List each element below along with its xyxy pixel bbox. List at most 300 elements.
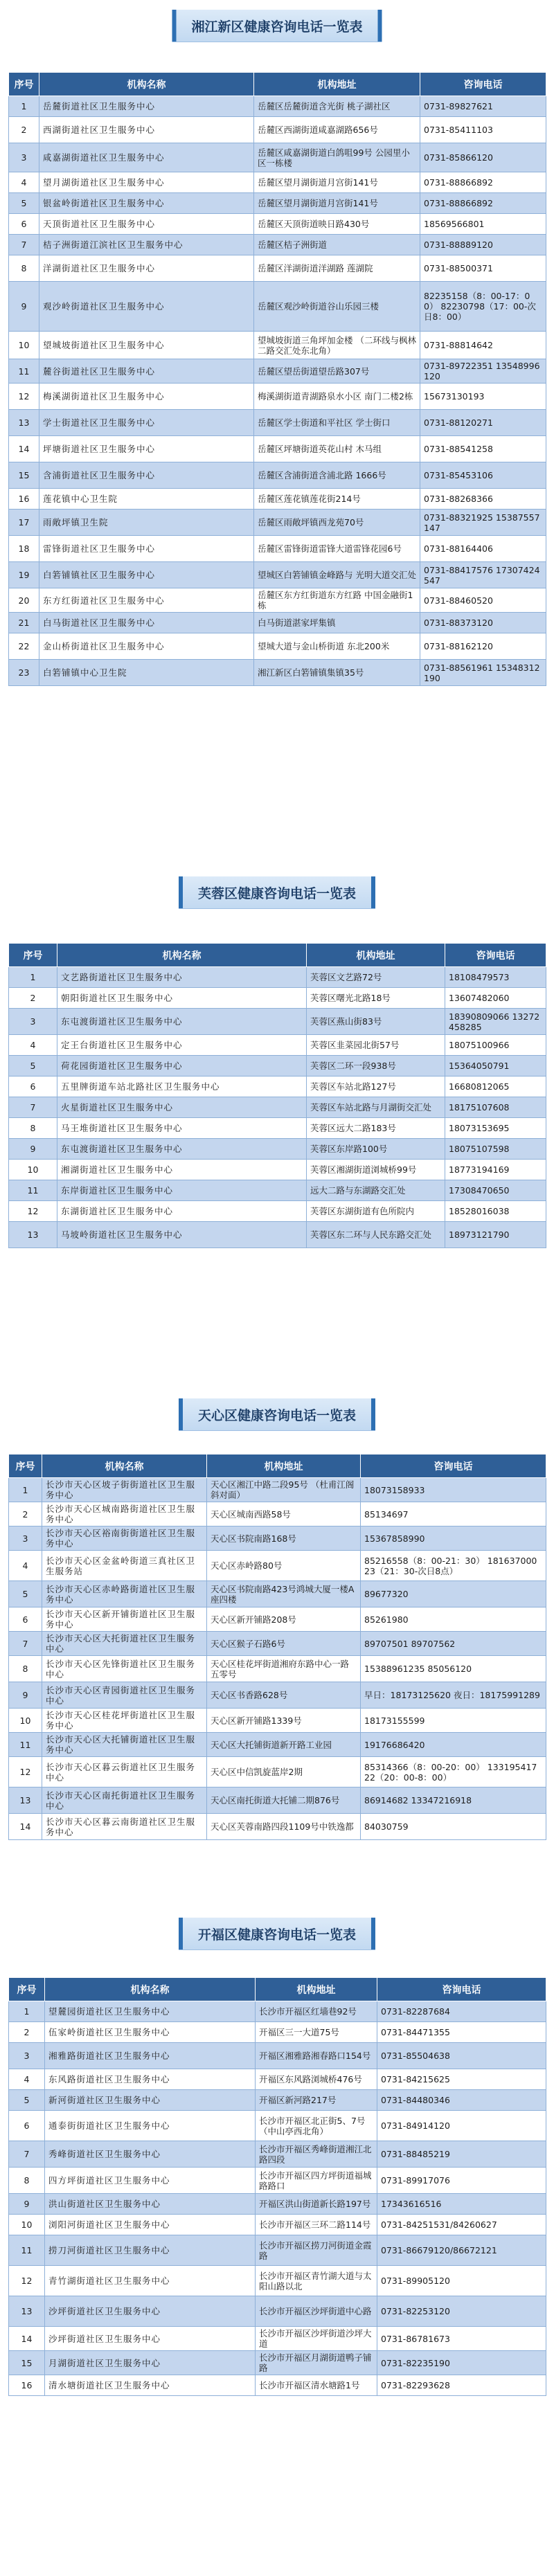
table-row: [9, 2194, 546, 2215]
institution-name: 新河街道社区卫生服务中心: [45, 2090, 256, 2111]
consult-phone: 82235158（8：00-17：00） 82230798（17：00-次日8：00）: [420, 282, 546, 332]
row-number: 7: [9, 1097, 57, 1118]
row-number: 13: [9, 1222, 57, 1248]
row-number: 10: [9, 1709, 42, 1733]
consult-phone: 18390809066 13272458285: [445, 1009, 546, 1035]
table-row: [9, 2351, 546, 2375]
institution-name: 通泰街街道社区卫生服务中心: [45, 2111, 256, 2141]
consult-phone: 15367858990: [361, 1526, 546, 1551]
institution-address: 天心区大托铺街道新开路工业园: [207, 1733, 361, 1757]
consult-phone: 0731-85411103: [420, 117, 546, 143]
table-row: [9, 510, 546, 536]
institution-address: 长沙市开福区青竹湖大道与太阳山路以北: [256, 2266, 377, 2296]
institution-name: 湘雅路街道社区卫生服务中心: [45, 2043, 256, 2069]
row-number: 16: [9, 489, 39, 510]
row-number: 4: [9, 1035, 57, 1056]
row-number: 23: [9, 660, 39, 686]
institution-address: 长沙市开福区北正街5、7号（中山亭西北角）: [256, 2111, 377, 2141]
table-row: [9, 2069, 546, 2090]
institution-name: 马王堆街道社区卫生服务中心: [57, 1118, 307, 1139]
table-row: [9, 1139, 546, 1160]
section-furong: [0, 876, 554, 1240]
institution-address: 长沙市开福区秀峰街道湘江北路四段: [256, 2141, 377, 2168]
table-row: [9, 332, 546, 359]
consult-phone: 18075107598: [445, 1139, 546, 1160]
institution-name: 西湖街道社区卫生服务中心: [39, 117, 254, 143]
institution-name: 望麓园街道社区卫生服务中心: [45, 2001, 256, 2022]
row-number: 6: [9, 1077, 57, 1097]
institution-name: 莲花镇中心卫生院: [39, 489, 254, 510]
table-row: [9, 1814, 546, 1840]
consult-phone: 0731-88460520: [420, 588, 546, 613]
institution-address: 长沙市开福区红墙巷92号: [256, 2001, 377, 2022]
institution-address: 远大二路与东湖路交汇处: [307, 1180, 445, 1201]
table-row: [9, 1077, 546, 1097]
section-title-wrap: [0, 876, 554, 918]
table-row: [9, 1160, 546, 1180]
institution-address: 岳麓区西湖街道咸嘉湖路656号: [254, 117, 420, 143]
table-row: [9, 1551, 546, 1581]
table-row: [9, 2266, 546, 2296]
row-number: 6: [9, 1607, 42, 1632]
consult-phone: 15364050791: [445, 1056, 546, 1077]
table-row: [9, 96, 546, 117]
consult-phone: 18173155599: [361, 1709, 546, 1733]
institution-name: 东岸街道社区卫生服务中心: [57, 1180, 307, 1201]
section-title: 湘江新区健康咨询电话一览表: [172, 10, 382, 42]
row-number: 12: [9, 384, 39, 410]
consult-phone: 0731-85504638: [377, 2043, 546, 2069]
row-number: 10: [9, 1160, 57, 1180]
institution-name: 长沙市天心区赤岭路街道社区卫生服务中心: [42, 1581, 207, 1607]
consult-phone: 0731-89905120: [377, 2266, 546, 2296]
section-title: 天心区健康咨询电话一览表: [179, 1398, 375, 1430]
consult-phone: 0731-86679120/86672121: [377, 2235, 546, 2266]
institution-address: 开福区三一大道75号: [256, 2022, 377, 2043]
institution-address: 望城坡街道三角坪加金楼 （二环线与枫林二路交汇处东北角）: [254, 332, 420, 359]
consult-phone: 0731-85453106: [420, 462, 546, 489]
institution-address: 芙蓉区曙光北路18号: [307, 988, 445, 1009]
row-number: 8: [9, 255, 39, 282]
institution-address: 天心区书院南路423号鸿城大厦一楼A座四楼: [207, 1581, 361, 1607]
institution-address: 梅溪湖街道青湖路泉水小区 南门二楼2栋: [254, 384, 420, 410]
row-number: 12: [9, 2266, 45, 2296]
consult-phone: 0731-84471355: [377, 2022, 546, 2043]
consult-phone: 16680812065: [445, 1077, 546, 1097]
institution-address: 岳麓区东方红街道东方红路 中国金融街1栋: [254, 588, 420, 613]
consult-phone: 0731-82235190: [377, 2351, 546, 2375]
table-xiangjiang: [8, 72, 546, 686]
institution-name: 伍家岭街道社区卫生服务中心: [45, 2022, 256, 2043]
table-row: [9, 2090, 546, 2111]
institution-name: 浏阳河街道社区卫生服务中心: [45, 2215, 256, 2235]
row-number: 13: [9, 1787, 42, 1814]
institution-address: 芙蓉区东湖街道有色所院内: [307, 1201, 445, 1222]
institution-name: 天顶街道社区卫生服务中心: [39, 214, 254, 235]
table-row: [9, 1056, 546, 1077]
table-row: [9, 172, 546, 193]
section-title: 芙蓉区健康咨询电话一览表: [179, 876, 375, 908]
institution-address: 长沙市开福区沙坪街道中心路: [256, 2296, 377, 2327]
institution-address: 天心区湘江中路二段95号 （杜甫江阁斜对面）: [207, 1478, 361, 1502]
consult-phone: 0731-85866120: [420, 143, 546, 172]
consult-phone: 85261980: [361, 1607, 546, 1632]
row-number: 14: [9, 1814, 42, 1840]
institution-name: 清水塘街道社区卫生服务中心: [45, 2375, 256, 2396]
header-name: 机构名称: [42, 1454, 207, 1478]
table-row: [9, 536, 546, 562]
header-phone: 咨询电话: [420, 73, 546, 96]
table-row: [9, 1222, 546, 1248]
institution-name: 沙坪街道社区卫生服务中心: [45, 2327, 256, 2351]
institution-address: 岳麓区观沙岭街道谷山乐园三楼: [254, 282, 420, 332]
institution-name: 银盆岭街道社区卫生服务中心: [39, 193, 254, 214]
consult-phone: 0731-88889120: [420, 235, 546, 255]
institution-name: 长沙市天心区桂花坪街道社区卫生服务中心: [42, 1709, 207, 1733]
institution-address: 长沙市开福区四方坪街道福城路路口: [256, 2168, 377, 2194]
institution-name: 洋湖街道社区卫生服务中心: [39, 255, 254, 282]
table-row: [9, 633, 546, 660]
table-row: [9, 410, 546, 436]
institution-address: 天心区桂花坪街道湘府东路中心一路五零号: [207, 1656, 361, 1682]
header-phone: 咨询电话: [361, 1454, 546, 1478]
consult-phone: 0731-88814642: [420, 332, 546, 359]
consult-phone: 0731-88162120: [420, 633, 546, 660]
institution-address: 长沙市开福区三环二路114号: [256, 2215, 377, 2235]
row-number: 5: [9, 1581, 42, 1607]
institution-name: 长沙市天心区坡子街街道社区卫生服务中心: [42, 1478, 207, 1502]
institution-address: 芙蓉区远大二路183号: [307, 1118, 445, 1139]
institution-name: 望月湖街道社区卫生服务中心: [39, 172, 254, 193]
table-row: [9, 117, 546, 143]
table-row: [9, 1502, 546, 1526]
row-number: 8: [9, 1118, 57, 1139]
row-number: 16: [9, 2375, 45, 2396]
institution-name: 东风路街道社区卫生服务中心: [45, 2069, 256, 2090]
institution-address: 天心区猴子石路6号: [207, 1632, 361, 1656]
institution-address: 岳麓区雷锋街道雷锋大道雷锋花园6号: [254, 536, 420, 562]
consult-phone: 0731-88500371: [420, 255, 546, 282]
table-row: [9, 436, 546, 462]
consult-phone: 0731-86781673: [377, 2327, 546, 2351]
table-row: [9, 1097, 546, 1118]
header-number: 序号: [9, 1454, 42, 1478]
institution-name: 定王台街道社区卫生服务中心: [57, 1035, 307, 1056]
row-number: 20: [9, 588, 39, 613]
institution-name: 青竹湖街道社区卫生服务中心: [45, 2266, 256, 2296]
institution-address: 天心区芙蓉南路四段1109号中铁逸都: [207, 1814, 361, 1840]
institution-name: 雷锋街道社区卫生服务中心: [39, 536, 254, 562]
institution-name: 湘湖街道社区卫生服务中心: [57, 1160, 307, 1180]
institution-name: 长沙市天心区新开铺街道社区卫生服务中心: [42, 1607, 207, 1632]
section-xiangjiang: [0, 10, 554, 683]
consult-phone: 0731-89722351 13548996120: [420, 359, 546, 384]
table-row: [9, 359, 546, 384]
consult-phone: 85314366（8：00-20：00） 13319541722（20：00-8：00）: [361, 1757, 546, 1787]
table-row: [9, 2375, 546, 2396]
institution-name: 月湖街道社区卫生服务中心: [45, 2351, 256, 2375]
consult-phone: 18073158933: [361, 1478, 546, 1502]
institution-address: 岳麓区学士街道和平社区 学士街口: [254, 410, 420, 436]
row-number: 11: [9, 1180, 57, 1201]
institution-address: 岳麓区咸嘉湖街道白鸽咀99号 公园里小区一栋楼: [254, 143, 420, 172]
table-row: [9, 1035, 546, 1056]
header-phone: 咨询电话: [377, 1978, 546, 2001]
institution-address: 望城区白箬铺镇金峰路与 光明大道交汇处: [254, 562, 420, 588]
row-number: 11: [9, 359, 39, 384]
row-number: 4: [9, 2069, 45, 2090]
consult-phone: 0731-84914120: [377, 2111, 546, 2141]
institution-address: 长沙市开福区清水塘路1号: [256, 2375, 377, 2396]
consult-phone: 18973121790: [445, 1222, 546, 1248]
table-row: [9, 1201, 546, 1222]
header-number: 序号: [9, 1978, 45, 2001]
institution-address: 岳麓区望岳街道望岳路307号: [254, 359, 420, 384]
institution-name: 朝阳街道社区卫生服务中心: [57, 988, 307, 1009]
section-title-wrap: [0, 1398, 554, 1440]
table-row: [9, 282, 546, 332]
institution-name: 荷花园街道社区卫生服务中心: [57, 1056, 307, 1077]
table-row: [9, 214, 546, 235]
consult-phone: 18773194169: [445, 1160, 546, 1180]
institution-address: 芙蓉区车站北路与月湖街交汇处: [307, 1097, 445, 1118]
header-number: 序号: [9, 944, 57, 967]
consult-phone: 18528016038: [445, 1201, 546, 1222]
institution-name: 桔子洲街道江滨社区卫生服务中心: [39, 235, 254, 255]
header-address: 机构地址: [254, 73, 420, 96]
table-row: [9, 1526, 546, 1551]
row-number: 14: [9, 2327, 45, 2351]
row-number: 8: [9, 1656, 42, 1682]
institution-address: 岳麓区望月湖街道月宫街141号: [254, 172, 420, 193]
table-row: [9, 193, 546, 214]
institution-name: 学士街道社区卫生服务中心: [39, 410, 254, 436]
institution-address: 岳麓区桔子洲街道: [254, 235, 420, 255]
institution-name: 岳麓街道社区卫生服务中心: [39, 96, 254, 117]
consult-phone: 0731-88373120: [420, 613, 546, 633]
consult-phone: 84030759: [361, 1814, 546, 1840]
section-tianxin: [0, 1398, 554, 1837]
institution-name: 咸嘉湖街道社区卫生服务中心: [39, 143, 254, 172]
row-number: 5: [9, 1056, 57, 1077]
consult-phone: 0731-84215625: [377, 2069, 546, 2090]
institution-address: 天心区书院南路168号: [207, 1526, 361, 1551]
institution-name: 坪塘街道社区卫生服务中心: [39, 436, 254, 462]
section-title-wrap: [0, 10, 554, 51]
institution-name: 长沙市天心区先锋街道社区卫生服务中心: [42, 1656, 207, 1682]
institution-address: 芙蓉区东岸路100号: [307, 1139, 445, 1160]
row-number: 7: [9, 2141, 45, 2168]
institution-name: 长沙市天心区暮云街道社区卫生服务中心: [42, 1757, 207, 1787]
row-number: 9: [9, 2194, 45, 2215]
table-furong: [8, 943, 546, 1248]
institution-name: 白箬铺镇社区卫生服务中心: [39, 562, 254, 588]
institution-address: 天心区新开铺路208号: [207, 1607, 361, 1632]
consult-phone: 85216558（8：00-21：30） 18163700023（21：30-次日8点）: [361, 1551, 546, 1581]
section-title: 开福区健康咨询电话一览表: [179, 1918, 375, 1949]
consult-phone: 85134697: [361, 1502, 546, 1526]
institution-address: 岳麓区天顶街道映日路430号: [254, 214, 420, 235]
institution-address: 岳麓区洋湖街道洋湖路 莲湖院: [254, 255, 420, 282]
institution-address: 开福区洪山街道新长路197号: [256, 2194, 377, 2215]
table-row: [9, 489, 546, 510]
row-number: 1: [9, 1478, 42, 1502]
institution-name: 四方坪街道社区卫生服务中心: [45, 2168, 256, 2194]
table-row: [9, 143, 546, 172]
table-row: [9, 613, 546, 633]
row-number: 2: [9, 117, 39, 143]
institution-name: 观沙岭街道社区卫生服务中心: [39, 282, 254, 332]
institution-address: 岳麓区岳麓街道含光街 桃子湖社区: [254, 96, 420, 117]
table-row: [9, 2043, 546, 2069]
consult-phone: 0731-89917076: [377, 2168, 546, 2194]
row-number: 6: [9, 2111, 45, 2141]
table-row: [9, 2327, 546, 2351]
header-address: 机构地址: [307, 944, 445, 967]
row-number: 3: [9, 1526, 42, 1551]
institution-name: 雨敞坪镇卫生院: [39, 510, 254, 536]
consult-phone: 0731-88866892: [420, 193, 546, 214]
table-row: [9, 2022, 546, 2043]
row-number: 5: [9, 2090, 45, 2111]
table-row: [9, 1757, 546, 1787]
institution-address: 白马街道湛家坪集镇: [254, 613, 420, 633]
table-row: [9, 1787, 546, 1814]
header-number: 序号: [9, 73, 39, 96]
institution-name: 火星街道社区卫生服务中心: [57, 1097, 307, 1118]
institution-name: 东屯渡街道社区卫生服务中心: [57, 1009, 307, 1035]
row-number: 2: [9, 1502, 42, 1526]
institution-address: 天心区中信凯旋蓝岸2期: [207, 1757, 361, 1787]
row-number: 1: [9, 96, 39, 117]
row-number: 5: [9, 193, 39, 214]
institution-name: 长沙市天心区暮云南街道社区卫生服务中心: [42, 1814, 207, 1840]
consult-phone: 18108479573: [445, 967, 546, 988]
institution-address: 长沙市开福区捞刀河街道金霞路: [256, 2235, 377, 2266]
table-row: [9, 1118, 546, 1139]
institution-address: 芙蓉区车站北路127号: [307, 1077, 445, 1097]
section-title-wrap: [0, 1918, 554, 1959]
institution-name: 马坡岭街道社区卫生服务中心: [57, 1222, 307, 1248]
table-tianxin: [8, 1454, 546, 1840]
institution-name: 东方红街道社区卫生服务中心: [39, 588, 254, 613]
consult-phone: 0731-88485219: [377, 2141, 546, 2168]
consult-phone: 86914682 13347216918: [361, 1787, 546, 1814]
consult-phone: 18073153695: [445, 1118, 546, 1139]
consult-phone: 早日：18173125620 夜日：18175991289: [361, 1682, 546, 1709]
table-kaifu: [8, 1977, 546, 2396]
table-row: [9, 462, 546, 489]
table-row: [9, 660, 546, 686]
institution-name: 五里牌街道车站北路社区卫生服务中心: [57, 1077, 307, 1097]
institution-address: 岳麓区含浦街道含浦北路 1666号: [254, 462, 420, 489]
consult-phone: 89707501 89707562: [361, 1632, 546, 1656]
institution-name: 长沙市天心区青园街道社区卫生服务中心: [42, 1682, 207, 1709]
institution-address: 天心区南托街道大托铺二期876号: [207, 1787, 361, 1814]
institution-address: 岳麓区坪塘街道英花山村 木马组: [254, 436, 420, 462]
institution-name: 白箬铺镇中心卫生院: [39, 660, 254, 686]
row-number: 12: [9, 1201, 57, 1222]
row-number: 8: [9, 2168, 45, 2194]
table-row: [9, 1607, 546, 1632]
institution-name: 东湖街道社区卫生服务中心: [57, 1201, 307, 1222]
institution-name: 长沙市天心区金盆岭街道三真社区卫生服务站: [42, 1551, 207, 1581]
row-number: 14: [9, 436, 39, 462]
table-row: [9, 1009, 546, 1035]
institution-name: 长沙市天心区南托街道社区卫生服务中心: [42, 1787, 207, 1814]
institution-address: 开福区湘雅路湘春路口154号: [256, 2043, 377, 2069]
table-row: [9, 588, 546, 613]
table-row: [9, 1709, 546, 1733]
table-header-row: [9, 1978, 546, 2001]
row-number: 9: [9, 1139, 57, 1160]
row-number: 12: [9, 1757, 42, 1787]
institution-name: 长沙市天心区大托街道社区卫生服务中心: [42, 1632, 207, 1656]
institution-address: 芙蓉区二环一段938号: [307, 1056, 445, 1077]
table-row: [9, 1632, 546, 1656]
table-row: [9, 2111, 546, 2141]
row-number: 7: [9, 235, 39, 255]
institution-name: 长沙市天心区大托铺街道社区卫生服务中心: [42, 1733, 207, 1757]
row-number: 21: [9, 613, 39, 633]
consult-phone: 0731-82253120: [377, 2296, 546, 2327]
consult-phone: 0731-82293628: [377, 2375, 546, 2396]
consult-phone: 15673130193: [420, 384, 546, 410]
row-number: 3: [9, 2043, 45, 2069]
consult-phone: 17343616516: [377, 2194, 546, 2215]
table-header-row: [9, 944, 546, 967]
consult-phone: 0731-82287684: [377, 2001, 546, 2022]
consult-phone: 0731-88417576 17307424547: [420, 562, 546, 588]
row-number: 9: [9, 282, 39, 332]
consult-phone: 0731-88561961 15348312190: [420, 660, 546, 686]
institution-name: 含浦街道社区卫生服务中心: [39, 462, 254, 489]
table-row: [9, 2215, 546, 2235]
table-row: [9, 1478, 546, 1502]
consult-phone: 15388961235 85056120: [361, 1656, 546, 1682]
table-row: [9, 2168, 546, 2194]
table-row: [9, 384, 546, 410]
consult-phone: 19176686420: [361, 1733, 546, 1757]
institution-address: 天心区城南西路58号: [207, 1502, 361, 1526]
row-number: 9: [9, 1682, 42, 1709]
consult-phone: 89677320: [361, 1581, 546, 1607]
table-row: [9, 988, 546, 1009]
table-row: [9, 1581, 546, 1607]
institution-name: 文艺路街道社区卫生服务中心: [57, 967, 307, 988]
row-number: 6: [9, 214, 39, 235]
header-address: 机构地址: [207, 1454, 361, 1478]
institution-address: 岳麓区莲花镇莲花街214号: [254, 489, 420, 510]
row-number: 1: [9, 967, 57, 988]
consult-phone: 0731-84480346: [377, 2090, 546, 2111]
institution-name: 金山桥街道社区卫生服务中心: [39, 633, 254, 660]
table-row: [9, 235, 546, 255]
institution-address: 岳麓区雨敞坪镇西龙苑70号: [254, 510, 420, 536]
institution-name: 麓谷街道社区卫生服务中心: [39, 359, 254, 384]
table-row: [9, 1656, 546, 1682]
row-number: 18: [9, 536, 39, 562]
table-row: [9, 1180, 546, 1201]
institution-address: 岳麓区望月湖街道月宫街141号: [254, 193, 420, 214]
section-kaifu: [0, 1918, 554, 2390]
table-row: [9, 2001, 546, 2022]
row-number: 7: [9, 1632, 42, 1656]
consult-phone: 13607482060: [445, 988, 546, 1009]
institution-address: 芙蓉区湘湖街道浏城桥99号: [307, 1160, 445, 1180]
institution-address: 开福区东风路浏城桥476号: [256, 2069, 377, 2090]
consult-phone: 0731-89827621: [420, 96, 546, 117]
